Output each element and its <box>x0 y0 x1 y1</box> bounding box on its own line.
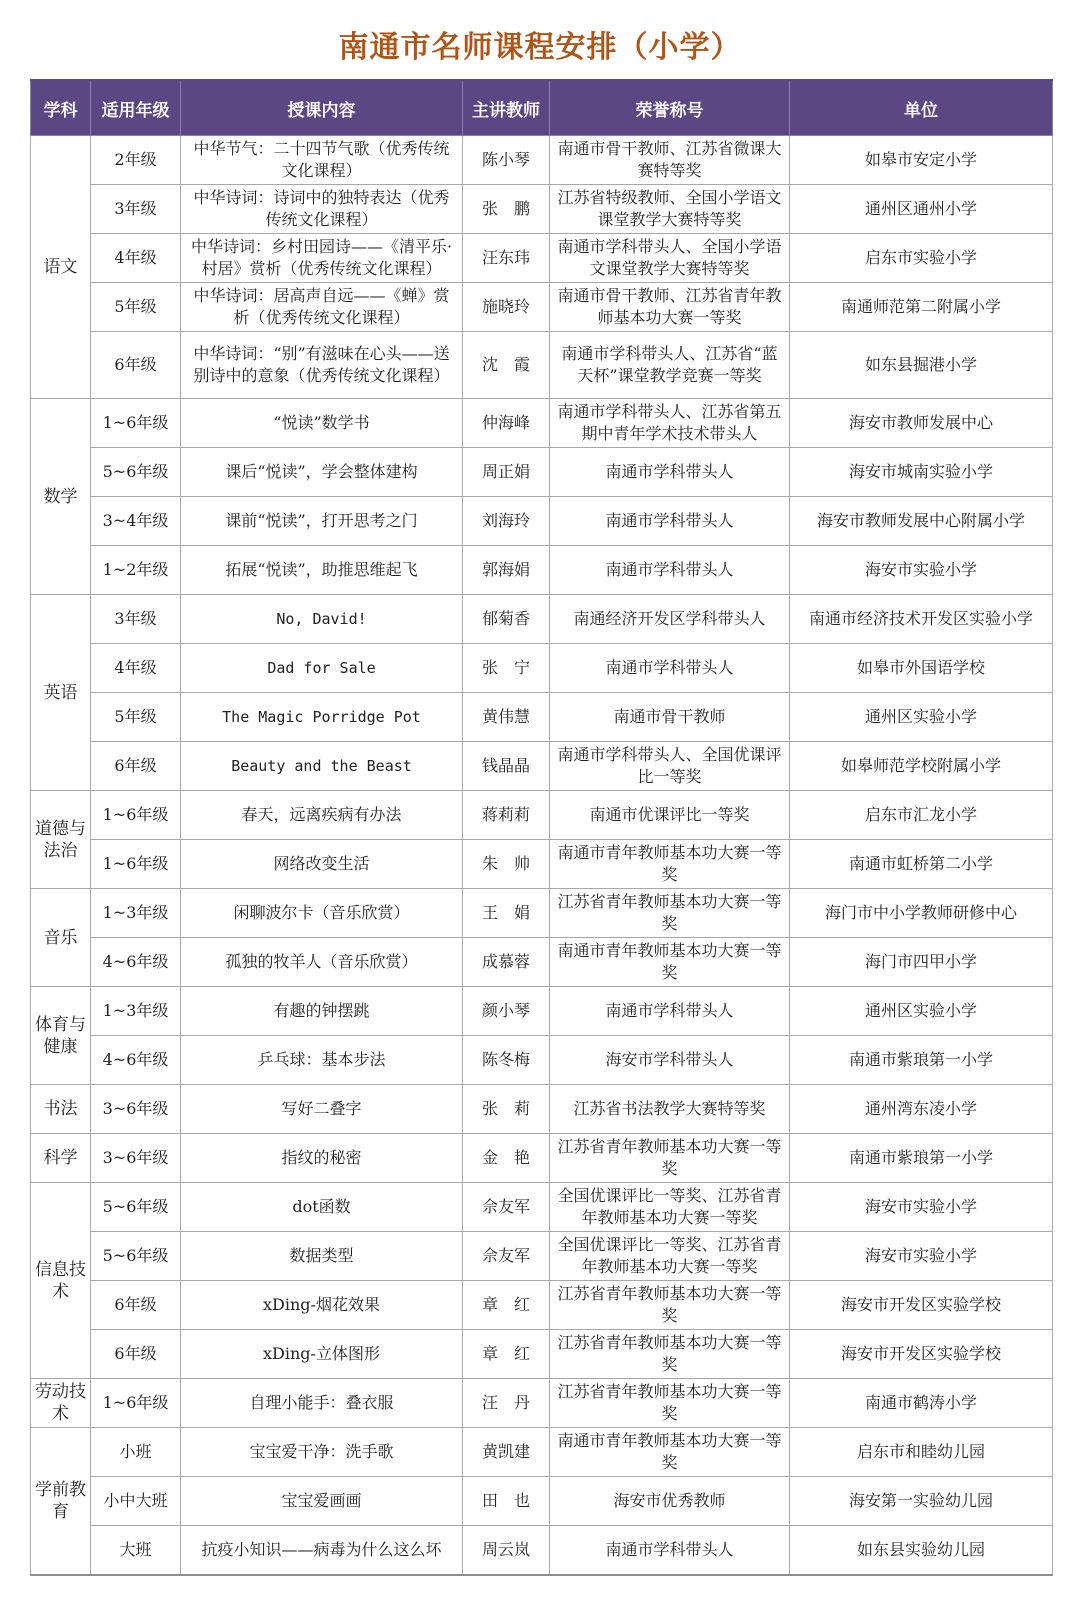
teacher-cell: 郭海娟 <box>463 546 550 595</box>
grade-cell: 1~6年级 <box>91 1379 181 1428</box>
teacher-cell: 施晓玲 <box>463 283 550 332</box>
teacher-cell: 张 宁 <box>463 644 550 693</box>
teacher-cell: 刘海玲 <box>463 497 550 546</box>
table-row <box>31 693 1053 742</box>
grade-cell: 大班 <box>91 1526 181 1575</box>
subject-cell: 语文 <box>31 136 91 399</box>
teacher-cell: 周正娟 <box>463 448 550 497</box>
grade-cell: 5~6年级 <box>91 448 181 497</box>
honor-cell: 江苏省青年教师基本功大赛一等奖 <box>550 1134 790 1183</box>
content-cell: 拓展“悦读”，助推思维起飞 <box>181 546 463 595</box>
honor-cell: 南通市骨干教师、江苏省青年教师基本功大赛一等奖 <box>550 283 790 332</box>
teacher-cell: 汪 丹 <box>463 1379 550 1428</box>
content-cell: 中华诗词：居高声自远——《蝉》赏析（优秀传统文化课程） <box>181 283 463 332</box>
grade-cell: 1~6年级 <box>91 399 181 448</box>
content-cell: 宝宝爱画画 <box>181 1477 463 1526</box>
header-subject: 学科 <box>31 80 91 136</box>
unit-cell: 通州区实验小学 <box>790 693 1053 742</box>
table-row <box>31 283 1053 332</box>
header-honor: 荣誉称号 <box>550 80 790 136</box>
unit-cell: 海安市教师发展中心附属小学 <box>790 497 1053 546</box>
unit-cell: 海安市开发区实验学校 <box>790 1330 1053 1379</box>
table-row <box>31 889 1053 938</box>
grade-cell: 5~6年级 <box>91 1183 181 1232</box>
grade-cell: 4~6年级 <box>91 938 181 987</box>
teacher-cell: 郁菊香 <box>463 595 550 644</box>
course-schedule-table <box>30 79 1053 1576</box>
grade-cell: 1~6年级 <box>91 840 181 889</box>
table-row <box>31 234 1053 283</box>
unit-cell: 如皋市外国语学校 <box>790 644 1053 693</box>
table-row <box>31 595 1053 644</box>
content-cell: 中华诗词：“别”有滋味在心头——送别诗中的意象（优秀传统文化课程） <box>181 332 463 399</box>
content-cell: 自理小能手：叠衣服 <box>181 1379 463 1428</box>
teacher-cell: 朱 帅 <box>463 840 550 889</box>
grade-cell: 3年级 <box>91 185 181 234</box>
unit-cell: 海安市开发区实验学校 <box>790 1281 1053 1330</box>
table-row <box>31 1036 1053 1085</box>
grade-cell: 6年级 <box>91 742 181 791</box>
grade-cell: 3~6年级 <box>91 1134 181 1183</box>
teacher-cell: 章 红 <box>463 1281 550 1330</box>
table-row <box>31 399 1053 448</box>
honor-cell: 全国优课评比一等奖、江苏省青年教师基本功大赛一等奖 <box>550 1183 790 1232</box>
honor-cell: 江苏省青年教师基本功大赛一等奖 <box>550 1379 790 1428</box>
table-row <box>31 938 1053 987</box>
table-row <box>31 742 1053 791</box>
grade-cell: 3~6年级 <box>91 1085 181 1134</box>
unit-cell: 南通市鹤涛小学 <box>790 1379 1053 1428</box>
subject-cell: 英语 <box>31 595 91 791</box>
grade-cell: 1~3年级 <box>91 889 181 938</box>
teacher-cell: 汪东玮 <box>463 234 550 283</box>
content-cell: 中华节气：二十四节气歌（优秀传统文化课程） <box>181 136 463 185</box>
honor-cell: 南通市学科带头人、江苏省“蓝天杯”课堂教学竞赛一等奖 <box>550 332 790 399</box>
teacher-cell: 黄凯建 <box>463 1428 550 1477</box>
table-row <box>31 497 1053 546</box>
teacher-cell: 沈 霞 <box>463 332 550 399</box>
grade-cell: 1~3年级 <box>91 987 181 1036</box>
teacher-cell: 颜小琴 <box>463 987 550 1036</box>
table-row <box>31 1232 1053 1281</box>
honor-cell: 江苏省青年教师基本功大赛一等奖 <box>550 889 790 938</box>
unit-cell: 启东市和睦幼儿园 <box>790 1428 1053 1477</box>
content-cell: No, David! <box>181 595 463 644</box>
subject-cell: 劳动技术 <box>31 1379 91 1428</box>
unit-cell: 海安市实验小学 <box>790 1232 1053 1281</box>
table-row <box>31 1183 1053 1232</box>
teacher-cell: 佘友军 <box>463 1232 550 1281</box>
honor-cell: 南通市青年教师基本功大赛一等奖 <box>550 840 790 889</box>
unit-cell: 海安市实验小学 <box>790 546 1053 595</box>
table-row <box>31 546 1053 595</box>
grade-cell: 2年级 <box>91 136 181 185</box>
table-row <box>31 791 1053 840</box>
honor-cell: 南通市骨干教师、江苏省微课大赛特等奖 <box>550 136 790 185</box>
teacher-cell: 黄伟慧 <box>463 693 550 742</box>
subject-cell: 道德与法治 <box>31 791 91 889</box>
table-row <box>31 1428 1053 1477</box>
table-row <box>31 136 1053 185</box>
teacher-cell: 成慕蓉 <box>463 938 550 987</box>
content-cell: 课后“悦读”，学会整体建构 <box>181 448 463 497</box>
teacher-cell: 钱晶晶 <box>463 742 550 791</box>
unit-cell: 通州湾东凌小学 <box>790 1085 1053 1134</box>
honor-cell: 南通市学科带头人 <box>550 497 790 546</box>
grade-cell: 6年级 <box>91 1330 181 1379</box>
content-cell: 课前“悦读”，打开思考之门 <box>181 497 463 546</box>
unit-cell: 南通市紫琅第一小学 <box>790 1134 1053 1183</box>
table-row <box>31 185 1053 234</box>
grade-cell: 3~4年级 <box>91 497 181 546</box>
honor-cell: 江苏省特级教师、全国小学语文课堂教学大赛特等奖 <box>550 185 790 234</box>
content-cell: 抗疫小知识——病毒为什么这么坏 <box>181 1526 463 1575</box>
honor-cell: 南通市优课评比一等奖 <box>550 791 790 840</box>
honor-cell: 江苏省书法教学大赛特等奖 <box>550 1085 790 1134</box>
grade-cell: 6年级 <box>91 1281 181 1330</box>
grade-cell: 4~6年级 <box>91 1036 181 1085</box>
content-cell: 指纹的秘密 <box>181 1134 463 1183</box>
page-title: 南通市名师课程安排（小学） <box>338 30 742 65</box>
header-content: 授课内容 <box>181 80 463 136</box>
unit-cell: 南通市虹桥第二小学 <box>790 840 1053 889</box>
honor-cell: 南通市学科带头人 <box>550 644 790 693</box>
honor-cell: 海安市学科带头人 <box>550 1036 790 1085</box>
honor-cell: 全国优课评比一等奖、江苏省青年教师基本功大赛一等奖 <box>550 1232 790 1281</box>
grade-cell: 5~6年级 <box>91 1232 181 1281</box>
teacher-cell: 张 莉 <box>463 1085 550 1134</box>
header-teacher: 主讲教师 <box>463 80 550 136</box>
table-row <box>31 1379 1053 1428</box>
table-row <box>31 1477 1053 1526</box>
content-cell: xDing-立体图形 <box>181 1330 463 1379</box>
teacher-cell: 佘友军 <box>463 1183 550 1232</box>
content-cell: 中华诗词：乡村田园诗——《清平乐·村居》赏析（优秀传统文化课程） <box>181 234 463 283</box>
table-row <box>31 840 1053 889</box>
content-cell: 写好二叠字 <box>181 1085 463 1134</box>
honor-cell: 南通市青年教师基本功大赛一等奖 <box>550 1428 790 1477</box>
teacher-cell: 张 鹏 <box>463 185 550 234</box>
content-cell: 有趣的钟摆跳 <box>181 987 463 1036</box>
subject-cell: 数学 <box>31 399 91 595</box>
honor-cell: 南通市学科带头人 <box>550 546 790 595</box>
honor-cell: 江苏省青年教师基本功大赛一等奖 <box>550 1281 790 1330</box>
unit-cell: 如皋市安定小学 <box>790 136 1053 185</box>
subject-cell: 学前教育 <box>31 1428 91 1575</box>
teacher-cell: 章 红 <box>463 1330 550 1379</box>
table-row <box>31 1330 1053 1379</box>
content-cell: 宝宝爱干净：洗手歌 <box>181 1428 463 1477</box>
honor-cell: 南通经济开发区学科带头人 <box>550 595 790 644</box>
unit-cell: 启东市实验小学 <box>790 234 1053 283</box>
content-cell: 网络改变生活 <box>181 840 463 889</box>
unit-cell: 如皋师范学校附属小学 <box>790 742 1053 791</box>
unit-cell: 如东县掘港小学 <box>790 332 1053 399</box>
honor-cell: 南通市学科带头人、全国优课评比一等奖 <box>550 742 790 791</box>
teacher-cell: 金 艳 <box>463 1134 550 1183</box>
subject-cell: 体育与健康 <box>31 987 91 1085</box>
honor-cell: 江苏省青年教师基本功大赛一等奖 <box>550 1330 790 1379</box>
grade-cell: 5年级 <box>91 693 181 742</box>
grade-cell: 5年级 <box>91 283 181 332</box>
grade-cell: 4年级 <box>91 644 181 693</box>
header-grade: 适用年级 <box>91 80 181 136</box>
content-cell: 中华诗词：诗词中的独特表达（优秀传统文化课程） <box>181 185 463 234</box>
content-cell: “悦读”数学书 <box>181 399 463 448</box>
subject-cell: 音乐 <box>31 889 91 987</box>
table-row <box>31 448 1053 497</box>
subject-cell: 科学 <box>31 1134 91 1183</box>
teacher-cell: 仲海峰 <box>463 399 550 448</box>
grade-cell: 3年级 <box>91 595 181 644</box>
content-cell: Beauty and the Beast <box>181 742 463 791</box>
table-header-row <box>31 80 1053 136</box>
teacher-cell: 陈冬梅 <box>463 1036 550 1085</box>
unit-cell: 南通市紫琅第一小学 <box>790 1036 1053 1085</box>
unit-cell: 海安市教师发展中心 <box>790 399 1053 448</box>
content-cell: dot函数 <box>181 1183 463 1232</box>
honor-cell: 海安市优秀教师 <box>550 1477 790 1526</box>
table-row <box>31 644 1053 693</box>
table-row <box>31 1085 1053 1134</box>
unit-cell: 海安第一实验幼儿园 <box>790 1477 1053 1526</box>
unit-cell: 通州区通州小学 <box>790 185 1053 234</box>
content-cell: 闲聊波尔卡（音乐欣赏） <box>181 889 463 938</box>
honor-cell: 南通市学科带头人 <box>550 987 790 1036</box>
unit-cell: 海安市实验小学 <box>790 1183 1053 1232</box>
honor-cell: 南通市青年教师基本功大赛一等奖 <box>550 938 790 987</box>
teacher-cell: 田 也 <box>463 1477 550 1526</box>
grade-cell: 1~2年级 <box>91 546 181 595</box>
unit-cell: 海门市中小学教师研修中心 <box>790 889 1053 938</box>
teacher-cell: 陈小琴 <box>463 136 550 185</box>
unit-cell: 海安市城南实验小学 <box>790 448 1053 497</box>
honor-cell: 南通市学科带头人、全国小学语文课堂教学大赛特等奖 <box>550 234 790 283</box>
grade-cell: 6年级 <box>91 332 181 399</box>
honor-cell: 南通市学科带头人、江苏省第五期中青年学术技术带头人 <box>550 399 790 448</box>
teacher-cell: 王 娟 <box>463 889 550 938</box>
content-cell: 孤独的牧羊人（音乐欣赏） <box>181 938 463 987</box>
grade-cell: 小中大班 <box>91 1477 181 1526</box>
grade-cell: 4年级 <box>91 234 181 283</box>
subject-cell: 书法 <box>31 1085 91 1134</box>
content-cell: 春天，远离疾病有办法 <box>181 791 463 840</box>
honor-cell: 南通市骨干教师 <box>550 693 790 742</box>
table-row <box>31 987 1053 1036</box>
content-cell: 乒乓球：基本步法 <box>181 1036 463 1085</box>
content-cell: xDing-烟花效果 <box>181 1281 463 1330</box>
header-unit: 单位 <box>790 80 1053 136</box>
subject-cell: 信息技术 <box>31 1183 91 1379</box>
unit-cell: 如东县实验幼儿园 <box>790 1526 1053 1575</box>
table-row <box>31 1134 1053 1183</box>
grade-cell: 1~6年级 <box>91 791 181 840</box>
table-row <box>31 1281 1053 1330</box>
content-cell: 数据类型 <box>181 1232 463 1281</box>
unit-cell: 海门市四甲小学 <box>790 938 1053 987</box>
teacher-cell: 周云岚 <box>463 1526 550 1575</box>
grade-cell: 小班 <box>91 1428 181 1477</box>
table-row <box>31 1526 1053 1575</box>
unit-cell: 南通市经济技术开发区实验小学 <box>790 595 1053 644</box>
content-cell: The Magic Porridge Pot <box>181 693 463 742</box>
unit-cell: 启东市汇龙小学 <box>790 791 1053 840</box>
content-cell: Dad for Sale <box>181 644 463 693</box>
unit-cell: 南通师范第二附属小学 <box>790 283 1053 332</box>
honor-cell: 南通市学科带头人 <box>550 1526 790 1575</box>
honor-cell: 南通市学科带头人 <box>550 448 790 497</box>
unit-cell: 通州区实验小学 <box>790 987 1053 1036</box>
teacher-cell: 蒋莉莉 <box>463 791 550 840</box>
table-row <box>31 332 1053 399</box>
